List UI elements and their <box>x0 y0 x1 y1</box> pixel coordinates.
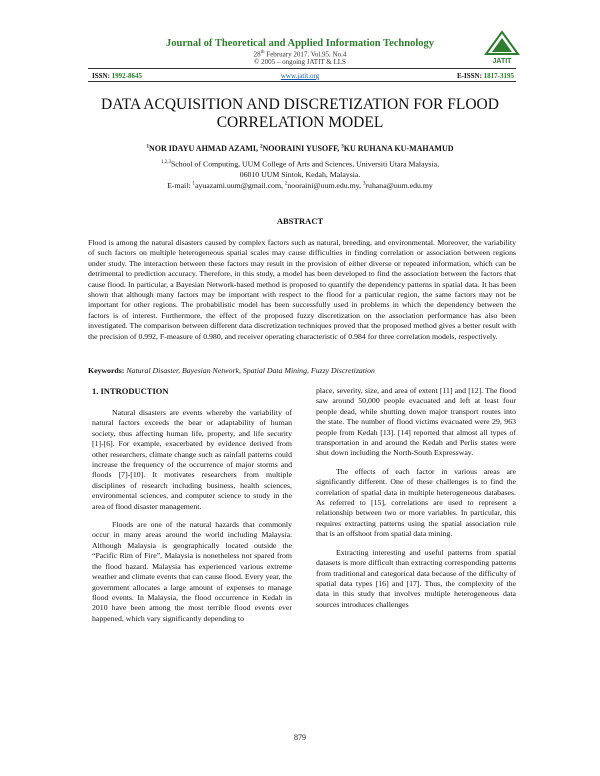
jatit-logo <box>482 30 522 66</box>
email-line: E-mail: $^1$ayuazami.uum@gmail.com, $^2$nooraini@uum.edu.my, $^3$ruhana@uum.edu.my <box>167 181 433 190</box>
body-column-left <box>92 408 292 632</box>
affiliation: $^{1,2,3}$School of Computing, UUM College of Arts and Sciences, Universiti Utara Malaysia, 06010 UUM Sintok, Kedah, Malaysia. <box>160 159 440 179</box>
paragraph: The effects of each factor in various areas are significantly different. One of these challenges is to find the correlation of spatial data in multiple heterogeneous databases. As referred to [15], correlations are used to represent a relationship between two or more variables. In particular, this requires extracting patterns using the spatial association rule that is an offshoot from spatial data mining. <box>316 466 516 539</box>
paragraph: Natural disasters are events whereby the variability of natural factors exceeds the bear or adaptability of human society, thus affecting human life, property, and life security [1]-[6]. For example, exacerbated by evidence derived from other researchers, climate change such as rainfall patterns could increase the frequency of the occurrence of major storms and floods [7]-[10]. It motivates researchers from multiple disciplines of research including business, health sciences, environmental sciences, and computer science to study in the area of flood disaster management. <box>92 408 292 511</box>
header-rule-top <box>88 68 516 69</box>
abstract-heading: ABSTRACT <box>276 216 324 226</box>
journal-url-link[interactable]: www.jatit.org <box>280 72 320 80</box>
page-number: 879 <box>294 733 306 742</box>
issue-info: 28th February 2017. Vol.95. No.4 <box>253 50 347 59</box>
author-list: $^1$NOR IDAYU AHMAD AZAMI, $^2$NOORAINI YUSOFF, $^3$KU RUHANA KU-MAHAMUD <box>146 144 454 153</box>
paragraph: place, severity, size, and area of extent [11] and [12]. The flood saw around 50,000 people evacuated and left at least four people dead, while shutting down major transport routes into the state. The number of flood victims evacuated were 29, 963 people from Kedah [13]. [14] reported that almost all types of transportation in and around the Kedah and Perlis states were shut down including the North-South Expressway. <box>316 386 516 458</box>
copyright-line: © 2005 – ongoing JATIT & LLS <box>254 58 346 66</box>
keywords-line: Keywords: Natural Disaster, Bayesian Network, Spatial Data Mining, Fuzzy Discretization <box>88 366 375 375</box>
body-column-right <box>316 386 516 618</box>
paper-title: DATA ACQUISITION AND DISCRETIZATION FOR FLOOD CORRELATION MODEL <box>101 96 499 131</box>
paragraph: Extracting interesting and useful patterns from spatial datasets is more difficult than extracting corresponding patterns from traditional and categorical data because of the difficulty of spatial data types [16] and [17]. Thus, the complexity of the data in this study that involves multiple heterogeneous data sources introduces challenges <box>316 547 516 609</box>
paragraph: Floods are one of the natural hazards that commonly occur in many areas around the world including Malaysia. Although Malaysia is geographically located outside the “Pacific Rim of Fire”, Malaysia is nonetheless not spared from the flood hazard. Malaysia has experienced various extreme weather and climate events that can cause flood. Every year, the government allocates a large amount of expenses to manage flood events. In Malaysia, the flood occurrence in Kedah in 2010 have been among the most terrible flood events ever happened, which vary significantly depending to <box>92 520 292 623</box>
logo-text: JATIT <box>492 58 512 65</box>
eissn: E-ISSN: 1817-3195 <box>457 72 514 80</box>
journal-title: Journal of Theoretical and Applied Information Technology <box>166 38 434 49</box>
issn: ISSN: 1992-8645 <box>92 72 142 80</box>
section-heading-introduction: 1. INTRODUCTION <box>92 386 169 396</box>
abstract-body: Flood is among the natural disasters caused by complex factors such as natural, breeding, and environmental. Moreover, the variability of such factors on multiple heterogeneous spatial scales may cause difficulties in finding correlation or association between regions under study. The interaction between these factors may result in the provision of either diverse or repeated information, which can be detrimental to prediction accuracy. Therefore, in this study, a model has been developed to find the association between the factors that cause flood. In particular, a Bayesian Network-based method is proposed to quantify the dependency patterns in spatial data. It has been shown that although many factors may be important with respect to the flood for a particular region, the same factors may not be important for other regions. The probabilistic model has been successfully used in problems in which the dependency between the factors is of interest. Furthermore, the effect of the proposed fuzzy discretization on the association performance has also been investigated. The comparison between different data discretization techniques proved that the proposed method gives a better result with the precision of 0.992, F-measure of 0.980, and receiver operating characteristic of 0.984 for three correlation models, respectively. <box>88 238 516 341</box>
header-rule-bottom <box>88 81 516 82</box>
